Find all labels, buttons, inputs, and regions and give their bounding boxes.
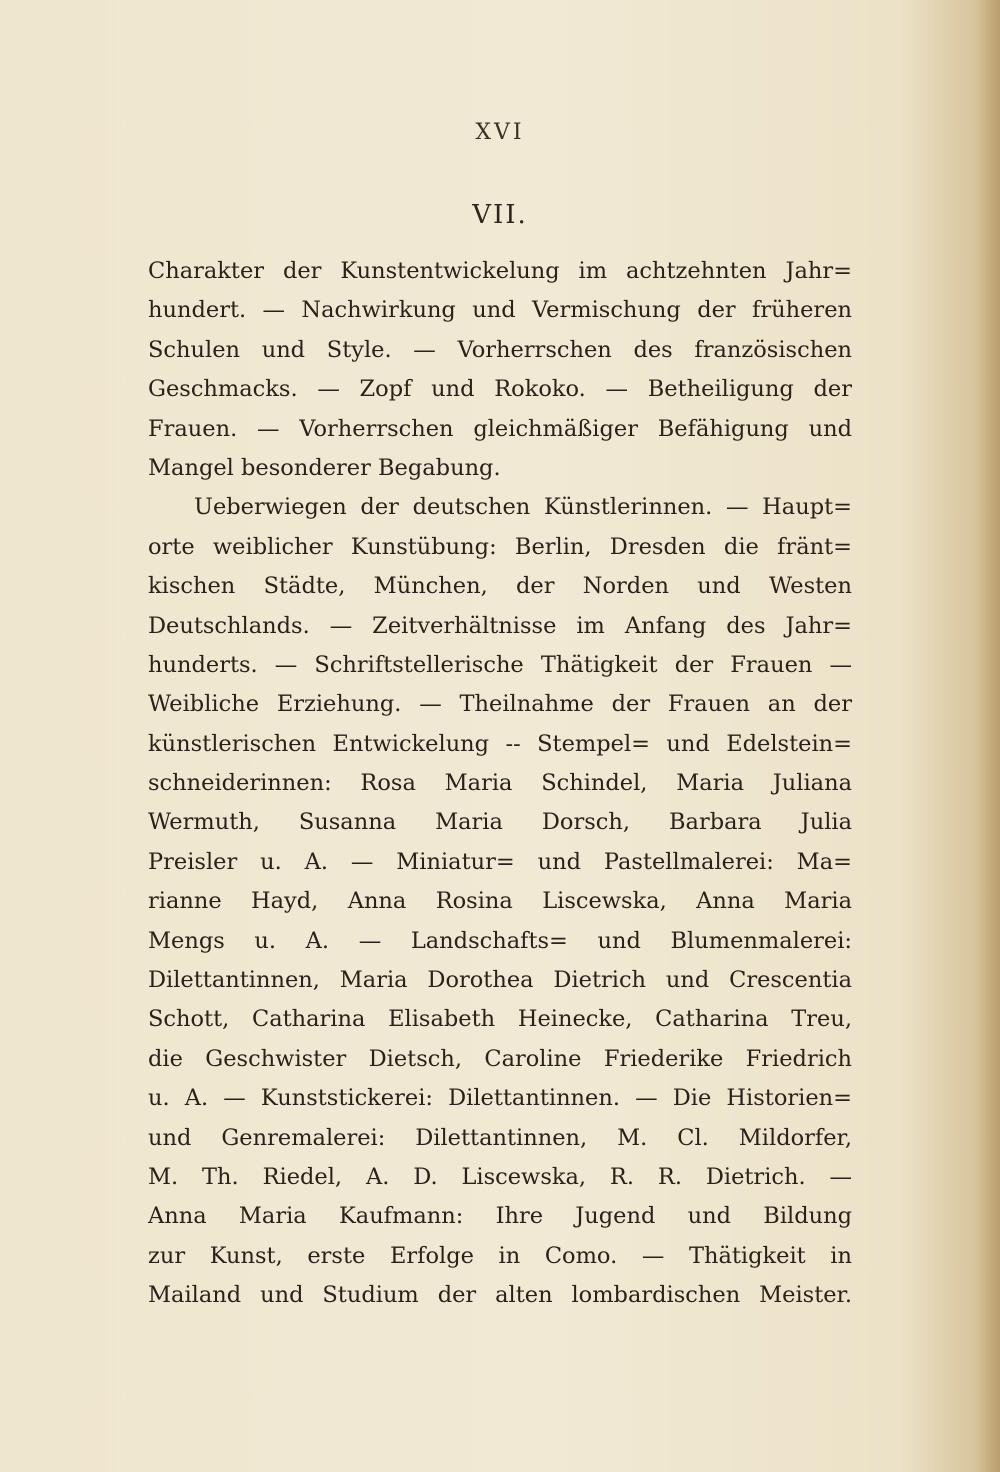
text-line: Schott, Catharina Elisabeth Heinecke, Catharina Treu,	[148, 1006, 852, 1033]
text-line: Mengs u. A. — Landschafts= und Blumenmalerei:	[148, 927, 852, 954]
chapter-heading: VII.	[472, 200, 528, 230]
text-line: Ueberwiegen der deutschen Künstlerinnen. — Haupt=	[194, 494, 852, 521]
text-line: Mailand und Studium der alten lombardischen Meister.	[148, 1282, 852, 1309]
text-line: Anna Maria Kaufmann: Ihre Jugend und Bildung	[148, 1203, 852, 1230]
text-line: Wermuth, Susanna Maria Dorsch, Barbara Julia	[148, 809, 852, 836]
text-line: rianne Hayd, Anna Rosina Liscewska, Anna Maria	[148, 888, 852, 915]
text-line: Deutschlands. — Zeitverhältnisse im Anfang des Jahr=	[148, 612, 852, 639]
text-line: Frauen. — Vorherrschen gleichmäßiger Befähigung und	[148, 415, 852, 442]
text-line: Schulen und Style. — Vorherrschen des französischen	[148, 336, 852, 363]
text-line: Dilettantinnen, Maria Dorothea Dietrich und Crescentia	[148, 967, 852, 994]
text-line: Charakter der Kunstentwickelung im achtzehnten Jahr=	[148, 258, 852, 284]
page-number: XVI	[475, 120, 525, 145]
text-line: orte weiblicher Kunstübung: Berlin, Dresden die fränt=	[148, 533, 852, 560]
paragraph-2	[148, 488, 852, 1315]
text-line: Preisler u. A. — Miniatur= und Pastellmalerei: Ma=	[148, 848, 852, 875]
text-line: künstlerischen Entwickelung -- Stempel= und Edelstein=	[148, 730, 852, 757]
text-line: u. A. — Kunststickerei: Dilettantinnen. — Die Historien=	[148, 1085, 852, 1112]
text-line: hunderts. — Schriftstellerische Thätigkeit der Frauen —	[148, 651, 852, 678]
chapter-summary	[148, 252, 852, 1316]
text-line: kischen Städte, München, der Norden und Westen	[148, 573, 852, 600]
text-line: Geschmacks. — Zopf und Rokoko. — Betheiligung der	[148, 376, 852, 403]
text-line: die Geschwister Dietsch, Caroline Friederike Friedrich	[148, 1045, 852, 1072]
text-line: Mangel besonderer Begabung.	[148, 454, 501, 481]
text-line: M. Th. Riedel, A. D. Liscewska, R. R. Dietrich. —	[148, 1163, 852, 1190]
paragraph-1	[148, 252, 852, 488]
text-line: zur Kunst, erste Erfolge in Como. — Thätigkeit in	[148, 1242, 852, 1269]
text-line: hundert. — Nachwirkung und Vermischung der früheren	[148, 297, 852, 324]
text-line: Weibliche Erziehung. — Theilnahme der Frauen an der	[148, 691, 852, 718]
text-line: schneiderinnen: Rosa Maria Schindel, Maria Juliana	[148, 770, 852, 797]
text-line: und Genremalerei: Dilettantinnen, M. Cl. Mildorfer,	[148, 1124, 852, 1151]
